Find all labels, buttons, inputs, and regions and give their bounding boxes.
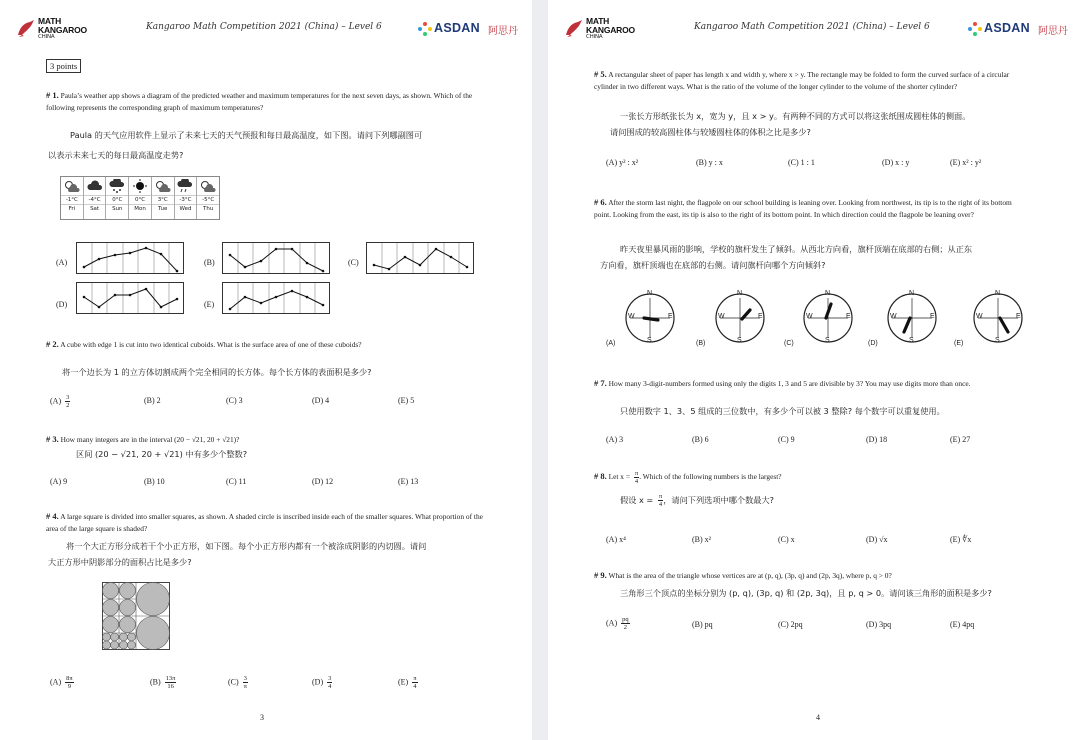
option-b-label: (B) [204,258,215,267]
asdan-logo: ASDAN 阿思丹 [418,18,528,40]
weather-day-name: Wed [175,204,197,214]
compass-option-label: (C) [784,340,794,347]
math-kangaroo-logo: MATH KANGAROO CHINA [564,17,654,41]
compass-north-label: N [825,290,831,297]
question-2-cn: 将一个边长为 1 的立方体切割成两个完全相同的长方体。每个长方体的表面积是多少? [62,367,372,377]
compass-west-label: W [718,313,725,320]
question-6-cn: 昨天夜里暴风雨的影响，学校的旗杆发生了倾斜。从西北方向看，旗杆顶端在底部的右侧；从正东 [620,244,973,254]
compass-option-label: (B) [696,340,706,347]
question-8-text: # 8. Let x = $\frac{\pi}{4}$ . Which of the following numbers is the largest? [594,470,782,485]
option-c-label: (C) [348,258,359,267]
q5-option-c: (C) 1 : 1 [788,158,815,167]
question-3-cn: 区间 (20 − √21, 20 + √21) 中有多少个整数? [76,449,248,459]
weather-day [84,177,107,219]
compass-east-label: E [758,313,763,320]
weather-day-name: Sun [106,204,128,214]
q7-option-b: (B) 6 [692,435,709,444]
weather-temp: -1°C [61,195,83,204]
q2-option-a: (A) $\frac{3}{2}$ [50,394,70,409]
q7-option-a: (A) 3 [606,435,624,444]
question-1-cn-2: 以表示未来七天的每日最高温度走势? [48,150,184,160]
q9-option-e: (E) 4pq [950,620,975,629]
question-5-cn-2: 请问围成的较高圆柱体与较矮圆柱体的体积之比是多少? [610,127,811,137]
weather-temp: 3°C [152,195,174,204]
q8-option-c: (C) x [778,535,795,544]
question-5-text: # 5. A rectangular sheet of paper has length x and width y, where x > y. The rectangle may be folded to form the curved surface of a circular cylinder in two different ways. What is the ratio of the volume of the longer cylinder to the volume of the shorter cylinder? [594,69,1010,91]
q2-option-d: (D) 4 [312,396,330,405]
question-6-cn-2: 方向看，旗杆顶端也在底部的右侧。请问旗杆向哪个方向倾斜? [600,260,826,270]
page-header [0,14,532,44]
q5-option-b: (B) y : x [696,158,723,167]
question-4-cn: 将一个大正方形分成若干个小正方形，如下图。每个小正方形内都有一个被涂成阴影的内切圆。请问 [66,541,427,551]
q4-option-e: (E) $\frac{\pi}{4}$ [398,675,417,690]
compass-option-label: (D) [868,340,878,347]
weather-day-name: Thu [197,204,219,214]
compass-south-label: S [647,337,652,344]
q5-option-a: (A) y² : x² [606,158,639,167]
weather-temp: -3°C [175,195,197,204]
graph-e [222,282,330,314]
option-e-label: (E) [204,300,215,309]
compass-east-label: E [668,313,673,320]
question-6-text: # 6. After the storm last night, the flagpole on our school building is leaning over. Looking from northwest, its tip is to the right of its bottom point. Looking from the east, its tip is also to the right of its bottom point. In which direction could the flagpole be leaning over? [594,197,1012,219]
q8-option-d: (D) √x [866,535,888,544]
circles-in-square-figure [102,582,170,650]
q7-option-e: (E) 27 [950,435,971,444]
header-title: Kangaroo Math Competition 2021 (China) – Level 6 [694,22,930,32]
compass-south-label: S [825,337,830,344]
q4-option-c: (C) $\frac{3}{\pi}$ [228,675,247,690]
graph-c [366,242,474,274]
weather-day-name: Sat [84,204,106,214]
question-5-cn: 一张长方形纸张长为 x，宽为 y，且 x > y。有两种不同的方式可以将这张纸围成圆柱体的侧面。 [620,111,971,121]
math-kangaroo-logo: MATH KANGAROO CHINA [16,17,106,41]
q7-option-c: (C) 9 [778,435,795,444]
q9-option-c: (C) 2pq [778,620,803,629]
question-4-text: # 4. A large square is divided into smaller squares, as shown. A shaded circle is inscribed inside each of the smaller squares. What proportion of the area of the large square is shaded? [46,511,483,533]
weather-temp: -5°C [197,195,219,204]
weather-forecast-strip [60,176,220,220]
snow-cloud-icon [106,177,128,195]
q2-option-e: (E) 5 [398,396,415,405]
compass-west-label: W [890,313,897,320]
q3-option-e: (E) 13 [398,477,419,486]
q5-option-e: (E) x² : y² [950,158,982,167]
q4-option-d: (D) $\frac{3}{4}$ [312,675,332,690]
graph-b [222,242,330,274]
section-label: 3 points [46,59,81,73]
q5-option-d: (D) x : y [882,158,910,167]
cloud-icon [84,177,106,195]
q8-option-e: (E) ∜x [950,535,972,544]
question-7-cn: 只使用数字 1、3、5 组成的三位数中，有多少个可以被 3 整除? 每个数字可以重复使用。 [620,406,945,416]
weather-temp: 0°C [129,195,151,204]
q7-option-d: (D) 18 [866,435,888,444]
q9-option-a: (A) $\frac{pq}{2}$ [606,616,629,631]
q2-option-b: (B) 2 [144,396,161,405]
q8-option-b: (B) x² [692,535,712,544]
sun-cloud-icon [197,177,219,195]
compass-west-label: W [806,313,813,320]
compass-south-label: S [995,337,1000,344]
compass-east-label: E [846,313,851,320]
compass-north-label: N [737,290,743,297]
compass-option-label: (E) [954,340,964,347]
q4-option-b: (B) $\frac{13\pi}{16}$ [150,675,176,690]
cloud-rain-icon [175,177,197,195]
graph-d [76,282,184,314]
compass-west-label: W [628,313,635,320]
weather-day-name: Fri [61,204,83,214]
weather-temp: -4°C [84,195,106,204]
q3-option-c: (C) 11 [226,477,247,486]
weather-day [106,177,129,219]
compass-north-label: N [909,290,915,297]
option-d-label: (D) [56,300,68,309]
sun-cloud-icon [61,177,83,195]
graph-a [76,242,184,274]
weather-day [61,177,84,219]
q9-option-b: (B) pq [692,620,713,629]
question-4-cn-2: 大正方形中阴影部分的面积占比是多少? [48,557,192,567]
weather-day [197,177,219,219]
question-9-cn: 三角形三个顶点的坐标分别为 (p, q), (3p, q) 和 (2p, 3q)，且 p, q > 0。请问该三角形的面积是多少? [620,588,992,598]
weather-day-name: Tue [152,204,174,214]
weather-temp: 0°C [106,195,128,204]
q3-option-b: (B) 10 [144,477,165,486]
sun-cloud-icon [152,177,174,195]
question-7-text: # 7. How many 3-digit-numbers formed using only the digits 1, 3 and 5 are divisible by 3? You may use digits more than once. [594,378,971,388]
asdan-logo: ASDAN 阿思丹 [968,18,1078,40]
page-number: 4 [816,713,820,722]
page-4 [548,0,1080,740]
page-header [548,14,1080,44]
sun-icon [129,177,151,195]
question-3-text: # 3. How many integers are in the interval (20 − √21, 20 + √21)? [46,434,240,444]
compass-west-label: W [976,313,983,320]
weather-day [175,177,198,219]
page-number: 3 [260,713,264,722]
q3-option-a: (A) 9 [50,477,68,486]
question-1-cn: Paula 的天气应用软件上显示了未来七天的天气预报和每日最高温度，如下图。请问下列哪副图可 [70,130,423,140]
question-8-cn: 假设 x = $\frac{\pi}{4}$ ，请问下列选项中哪个数最大? [620,493,774,508]
compass-option-label: (A) [606,340,616,347]
question-9-text: # 9. What is the area of the triangle whose vertices are at (p, q), (3p, q) and (2p, 3q), where p, q > 0? [594,570,892,580]
q2-option-c: (C) 3 [226,396,243,405]
option-a-label: (A) [56,258,68,267]
weather-day [129,177,152,219]
q3-option-d: (D) 12 [312,477,334,486]
question-1-text: # 1. Paula’s weather app shows a diagram of the predicted weather and maximum temperatures for the next seven days, as shown. Which of the following represents the corresponding graph of maximum temperatures? [46,90,473,112]
compass-south-label: S [909,337,914,344]
compass-east-label: E [1016,313,1021,320]
q8-option-a: (A) x⁴ [606,535,626,544]
page-3 [0,0,532,740]
compass-north-label: N [995,290,1001,297]
question-2-text: # 2. A cube with edge 1 is cut into two identical cuboids. What is the surface area of one of these cuboids? [46,339,362,349]
compass-south-label: S [737,337,742,344]
compass-east-label: E [930,313,935,320]
compass-north-label: N [647,290,653,297]
weather-day-name: Mon [129,204,151,214]
q9-option-d: (D) 3pq [866,620,892,629]
q4-option-a: (A) $\frac{8\pi}{9}$ [50,675,73,690]
header-title: Kangaroo Math Competition 2021 (China) – Level 6 [146,22,382,32]
weather-day [152,177,175,219]
